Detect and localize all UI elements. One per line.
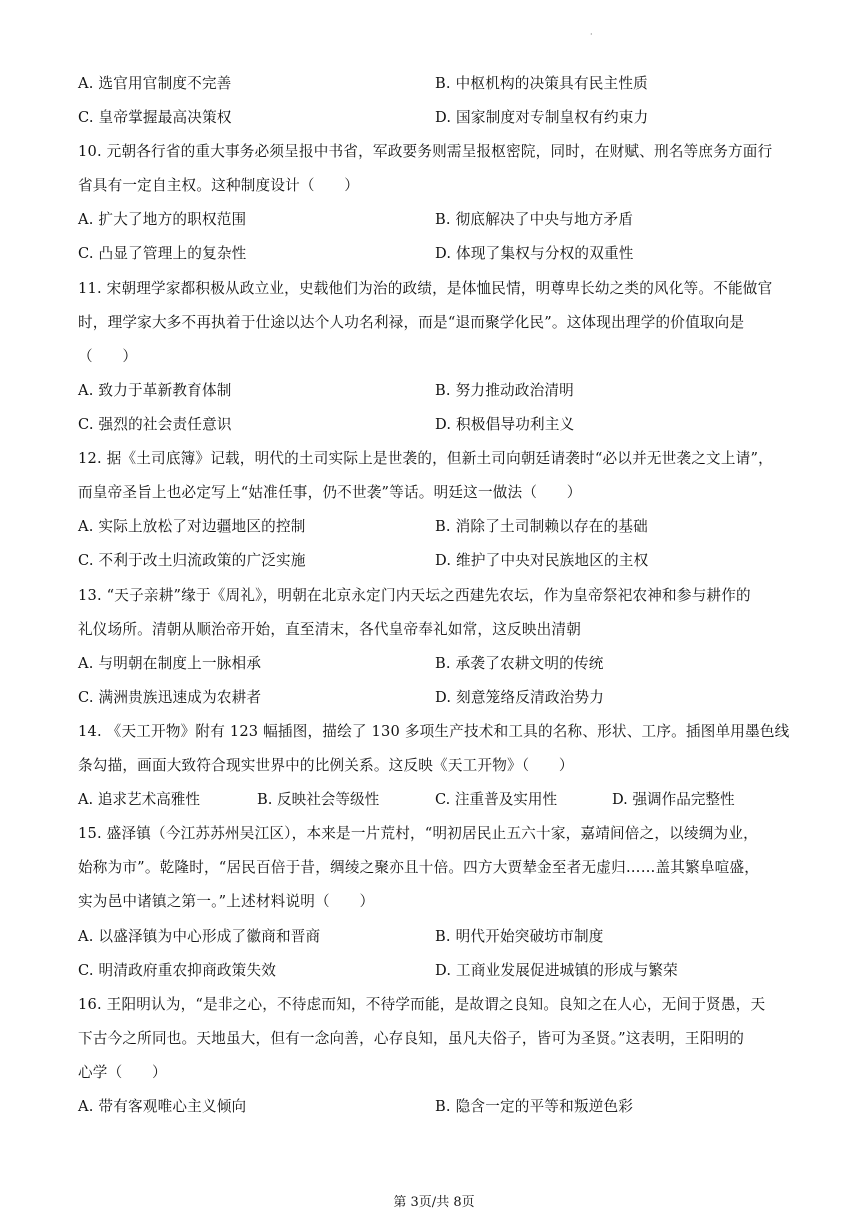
q12-stem-line-2: 而皇帝圣旨上也必定写上“姑准任事，仍不世袭”等话。明廷这一做法（ ）	[78, 484, 582, 501]
q13-stem-line-2: 礼仪场所。清朝从顺治帝开始，直至清末，各代皇帝奉礼如常，这反映出清朝	[78, 621, 581, 638]
q12-stem-line-1: 12. 据《土司底簿》记载，明代的土司实际上是世袭的，但新土司向朝廷请袭时“必以并无世袭之文上请”，	[78, 450, 773, 467]
q12-option-b: B. 消除了土司制赖以存在的基础	[435, 518, 648, 535]
q10-option-b: B. 彻底解决了中央与地方矛盾	[435, 211, 634, 228]
q15-option-d: D. 工商业发展促进城镇的形成与繁荣	[435, 962, 678, 979]
q13-stem-line-1: 13. “天子亲耕”缘于《周礼》，明朝在北京永定门内天坛之西建先农坛，作为皇帝祭祀农神和参与耕作的	[78, 587, 751, 604]
q16-option-a: A. 带有客观唯心主义倾向	[78, 1098, 247, 1115]
q9-option-d: D. 国家制度对专制皇权有约束力	[435, 109, 649, 126]
q15-stem-line-1: 15. 盛泽镇（今江苏苏州吴江区），本来是一片荒村，“明初居民止五六十家，嘉靖间倍之，以绫绸为业，	[78, 825, 758, 842]
q11-option-c: C. 强烈的社会责任意识	[78, 416, 232, 433]
q14-stem-line-1: 14. 《天工开物》附有 123 幅插图，描绘了 130 多项生产技术和工具的名称、形状、工序。插图单用墨色线	[78, 723, 790, 740]
q15-option-a: A. 以盛泽镇为中心形成了徽商和晋商	[78, 928, 321, 945]
q15-option-b: B. 明代开始突破坊市制度	[435, 928, 604, 945]
q16-option-b: B. 隐含一定的平等和叛逆色彩	[435, 1098, 634, 1115]
page-number: 第 3页/共 8页	[393, 1195, 475, 1210]
q11-stem-line-1: 11. 宋朝理学家都积极从政立业，史载他们为治的政绩，是体恤民情，明尊卑长幼之类的风化等。不能做官	[78, 280, 773, 297]
q11-option-b: B. 努力推动政治清明	[435, 382, 574, 399]
q14-option-d: D. 强调作品完整性	[612, 791, 735, 808]
q11-stem-line-3: （ ）	[78, 348, 138, 365]
q13-option-b: B. 承袭了农耕文明的传统	[435, 655, 604, 672]
q9-option-b: B. 中枢机构的决策具有民主性质	[435, 75, 648, 92]
q16-stem-line-2: 下古今之所同也。天地虽大，但有一念向善，心存良知，虽凡夫俗子，皆可为圣贤。”这表明，王阳明的	[78, 1030, 745, 1047]
q14-stem-line-2: 条勾描，画面大致符合现实世界中的比例关系。这反映《天工开物》（ ）	[78, 757, 574, 774]
q15-option-c: C. 明清政府重农抑商政策失效	[78, 962, 277, 979]
q13-option-c: C. 满洲贵族迅速成为农耕者	[78, 689, 262, 706]
scan-dot: ·	[590, 30, 593, 39]
q12-option-a: A. 实际上放松了对边疆地区的控制	[78, 518, 306, 535]
q10-option-a: A. 扩大了地方的职权范围	[78, 211, 247, 228]
q13-option-a: A. 与明朝在制度上一脉相承	[78, 655, 262, 672]
q11-stem-line-2: 时，理学家大多不再执着于仕途以达个人功名利禄，而是“退而聚学化民”。这体现出理学的价值取向是	[78, 314, 745, 331]
q14-option-c: C. 注重普及实用性	[435, 791, 558, 808]
q16-stem-line-3: 心学（ ）	[78, 1064, 167, 1081]
q12-option-c: C. 不利于改土归流政策的广泛实施	[78, 552, 306, 569]
q9-option-c: C. 皇帝掌握最高决策权	[78, 109, 232, 126]
q10-stem-line-1: 10. 元朝各行省的重大事务必须呈报中书省，军政要务则需呈报枢密院，同时，在财赋、刑名等庶务方面行	[78, 143, 773, 160]
q15-stem-line-3: 实为邑中诸镇之第一。”上述材料说明（ ）	[78, 893, 375, 910]
q10-option-c: C. 凸显了管理上的复杂性	[78, 245, 247, 262]
q15-stem-line-2: 始称为市”。乾隆时，“居民百倍于昔，绸绫之聚亦且十倍。四方大贾辇金至者无虚归……盖其繁阜喧盛，	[78, 859, 760, 876]
q16-stem-line-1: 16. 王阳明认为，“是非之心，不待虑而知，不待学而能，是故谓之良知。良知之在人心，无间于贤愚，天	[78, 996, 766, 1013]
q13-option-d: D. 刻意笼络反清政治势力	[435, 689, 604, 706]
q10-stem-line-2: 省具有一定自主权。这种制度设计（ ）	[78, 177, 360, 194]
q14-option-a: A. 追求艺术高雅性	[78, 791, 200, 808]
q9-option-a: A. 选官用官制度不完善	[78, 75, 232, 92]
q12-option-d: D. 维护了中央对民族地区的主权	[435, 552, 649, 569]
q14-option-b: B. 反映社会等级性	[257, 791, 380, 808]
q11-option-d: D. 积极倡导功利主义	[435, 416, 575, 433]
q10-option-d: D. 体现了集权与分权的双重性	[435, 245, 634, 262]
q11-option-a: A. 致力于革新教育体制	[78, 382, 232, 399]
